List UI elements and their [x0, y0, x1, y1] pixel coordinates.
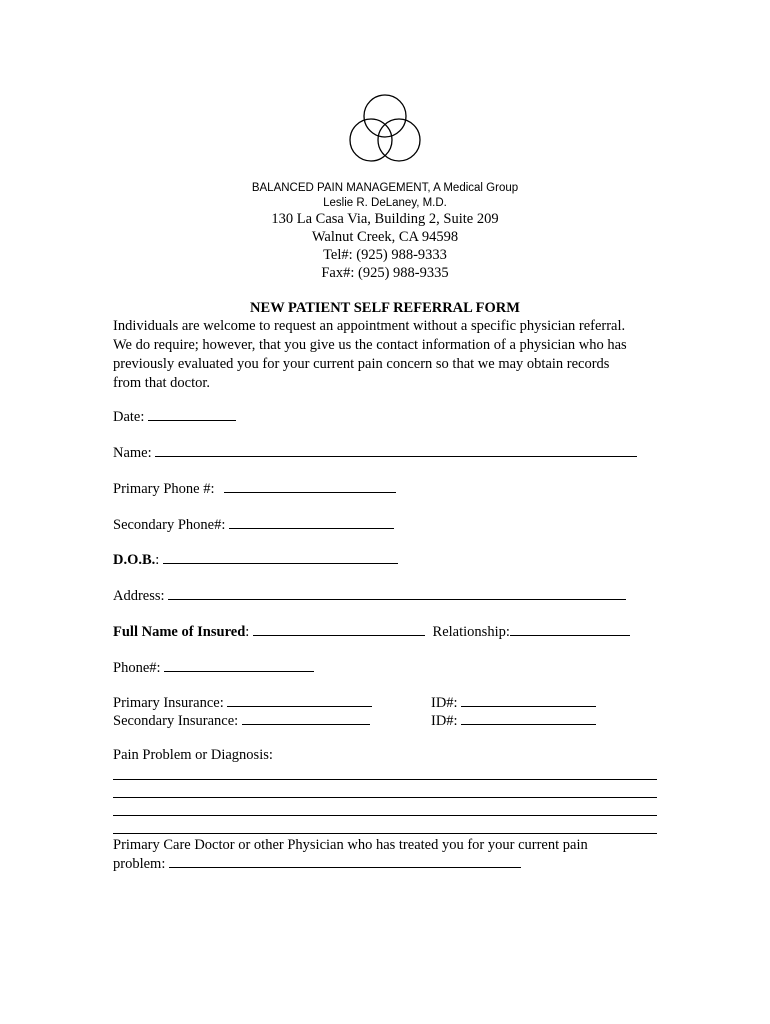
- physician-label: problem:: [113, 856, 166, 872]
- primary-insurance-row: [113, 693, 372, 712]
- primary-phone-row: [113, 479, 396, 498]
- secondary-insurance-row: [113, 711, 370, 730]
- pain-line-2[interactable]: [113, 797, 657, 798]
- intro-line: Individuals are welcome to request an appointment without a specific physician referral.: [113, 318, 626, 334]
- primary-id-field[interactable]: [461, 693, 596, 707]
- address-line-1: 130 La Casa Via, Building 2, Suite 209: [271, 211, 499, 227]
- secondary-insurance-label: Secondary Insurance:: [113, 713, 239, 729]
- secondary-id-label: ID#:: [431, 713, 458, 729]
- intro-line: from that doctor.: [113, 375, 211, 391]
- name-row: [113, 443, 637, 462]
- physician-text-line-1: Primary Care Doctor or other Physician who has treated you for your current pain: [113, 837, 588, 853]
- date-row: [113, 407, 236, 426]
- date-field[interactable]: [148, 407, 236, 421]
- secondary-phone-field[interactable]: [229, 515, 394, 529]
- dob-row: [113, 550, 398, 569]
- telephone: Tel#: (925) 988-9333: [323, 247, 447, 263]
- address-label: Address:: [113, 588, 165, 604]
- three-circles-logo-icon: [345, 92, 425, 168]
- secondary-insurance-field[interactable]: [242, 711, 370, 725]
- relationship-field[interactable]: [510, 622, 630, 636]
- primary-insurance-field[interactable]: [227, 693, 372, 707]
- intro-line: previously evaluated you for your current pain concern so that we may obtain records: [113, 356, 610, 372]
- insured-name-field[interactable]: [253, 622, 425, 636]
- address-line-2: Walnut Creek, CA 94598: [311, 229, 459, 245]
- date-label: Date:: [113, 409, 145, 425]
- secondary-id-field[interactable]: [461, 711, 596, 725]
- primary-id-row: [431, 693, 596, 712]
- phone-field[interactable]: [164, 658, 314, 672]
- relationship-label: Relationship:: [432, 624, 510, 640]
- pain-label: Pain Problem or Diagnosis:: [113, 747, 273, 763]
- dob-colon: :: [155, 552, 160, 568]
- doctor-name: Leslie R. DeLaney, M.D.: [323, 197, 447, 209]
- fax: Fax#: (925) 988-9335: [321, 265, 449, 281]
- primary-insurance-label: Primary Insurance:: [113, 695, 224, 711]
- name-label: Name:: [113, 445, 152, 461]
- secondary-phone-label: Secondary Phone#:: [113, 517, 226, 533]
- pain-line-1[interactable]: [113, 779, 657, 780]
- insured-row: [113, 622, 630, 641]
- intro-line: We do require; however, that you give us the contact information of a physician who has: [113, 337, 627, 353]
- form-title: NEW PATIENT SELF REFERRAL FORM: [250, 300, 520, 316]
- name-field[interactable]: [155, 443, 637, 457]
- secondary-phone-row: [113, 515, 394, 534]
- company-name: BALANCED PAIN MANAGEMENT, A Medical Group: [251, 182, 519, 194]
- phone-label: Phone#:: [113, 660, 161, 676]
- phone-row: [113, 658, 314, 677]
- primary-phone-field[interactable]: [224, 479, 396, 493]
- pain-line-4[interactable]: [113, 833, 657, 834]
- physician-row: [113, 854, 521, 873]
- primary-phone-label: Primary Phone #:: [113, 481, 215, 497]
- pain-line-3[interactable]: [113, 815, 657, 816]
- secondary-id-row: [431, 711, 596, 730]
- intro-paragraph: [113, 317, 658, 393]
- insured-label: Full Name of Insured: [113, 624, 246, 640]
- dob-label: D.O.B.: [113, 552, 156, 568]
- address-field[interactable]: [168, 586, 626, 600]
- insured-colon: :: [245, 624, 250, 640]
- dob-field[interactable]: [163, 550, 398, 564]
- address-row: [113, 586, 626, 605]
- physician-field[interactable]: [169, 854, 521, 868]
- primary-id-label: ID#:: [431, 695, 458, 711]
